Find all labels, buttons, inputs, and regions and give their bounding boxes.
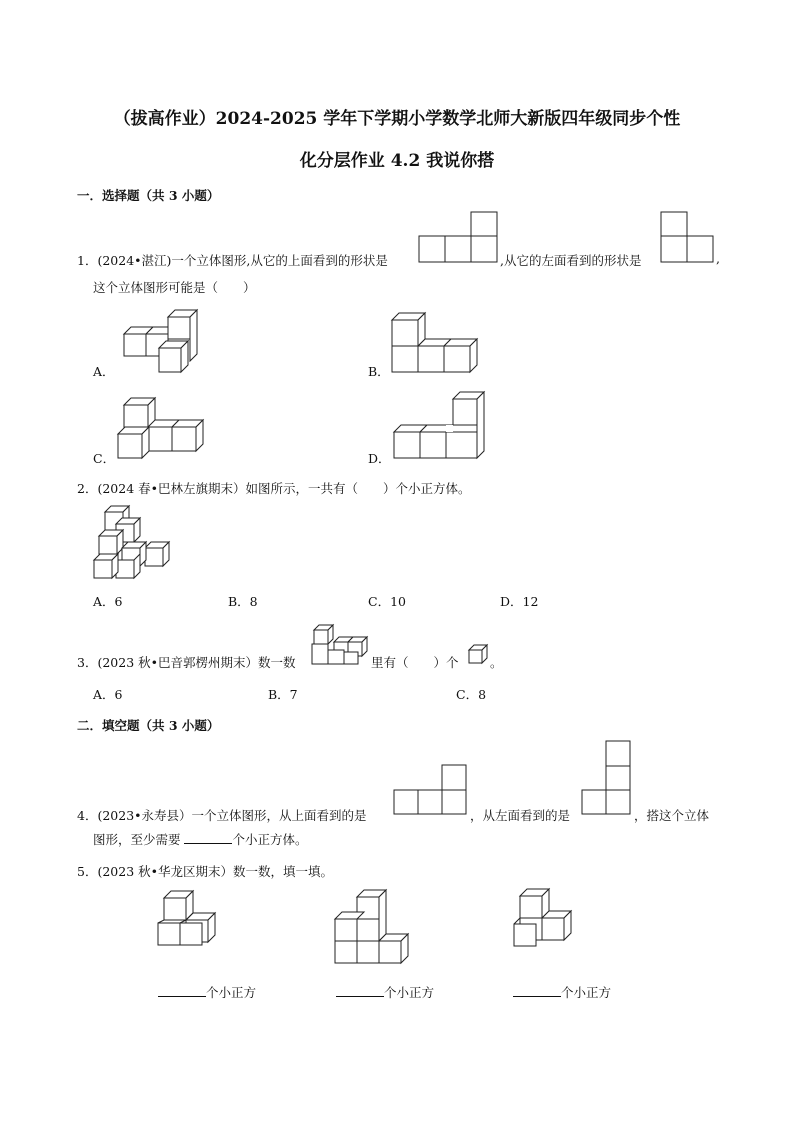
q1-text-line2: 这个立体图形可能是（ ）	[93, 280, 256, 295]
q1-option-d-figure	[392, 390, 492, 460]
q1-option-d[interactable]: D．	[368, 451, 391, 466]
q1-option-b-figure	[390, 311, 490, 375]
q2-figure	[92, 501, 174, 581]
q1-top-view-figure	[418, 211, 498, 263]
q1-option-a[interactable]: A．	[93, 364, 115, 379]
q5-answer-2	[336, 983, 434, 1001]
q4-left-view-figure	[581, 740, 633, 816]
q3-text-suffix: 。	[490, 655, 503, 670]
q1-text-middle: ,从它的左面看到的形状是	[500, 253, 642, 268]
q3-figure	[310, 622, 370, 666]
q5-answer-label-2: 个小正方	[384, 985, 435, 1000]
q2-option-a[interactable]: A．6	[93, 594, 123, 609]
page-title-line1: （拔高作业）2024-2025 学年下学期小学数学北师大新版四年级同步个性	[113, 109, 681, 129]
q5-figure-1	[156, 888, 220, 950]
section-heading-fill: 二．填空题（共 3 小题）	[77, 718, 220, 733]
q3-text-middle: 里有（ ）个	[371, 655, 459, 670]
q3-text-prefix: 3．(2023 秋•巴音郭楞州期末）数一数	[77, 655, 296, 670]
q5-answer-label-1: 个小正方	[206, 985, 257, 1000]
q4-text-prefix: 4．(2023•永寿县）一个立体图形，从上面看到的是	[77, 808, 367, 823]
q5-figure-3	[511, 886, 575, 950]
q1-option-a-figure	[117, 308, 199, 374]
q4-line2	[93, 830, 308, 848]
q1-text-suffix: ,	[716, 251, 720, 266]
q5-answer-blank-1[interactable]	[158, 984, 206, 997]
q4-line2-prefix: 图形，至少需要	[93, 832, 185, 847]
q1-text-prefix: 1．(2024•湛江)一个立体图形,从它的上面看到的形状是	[77, 253, 388, 268]
q3-option-b[interactable]: B．7	[268, 687, 298, 702]
q2-option-c[interactable]: C．10	[368, 594, 406, 609]
q4-text-suffix: ，搭这个立体	[634, 808, 710, 823]
q2-option-b[interactable]: B．8	[228, 594, 258, 609]
q3-option-a[interactable]: A．6	[93, 687, 123, 702]
q5-text: 5．(2023 秋•华龙区期末）数一数，填一填。	[77, 864, 333, 879]
q1-option-b[interactable]: B．	[368, 364, 390, 379]
q1-option-c-figure	[116, 396, 206, 460]
q3-option-c[interactable]: C．8	[456, 687, 487, 702]
q5-answer-blank-3[interactable]	[513, 984, 561, 997]
q4-top-view-figure	[393, 764, 469, 816]
q4-text-middle: ，从左面看到的是	[470, 808, 571, 823]
q1-option-c[interactable]: C．	[93, 451, 116, 466]
q4-answer-blank[interactable]	[184, 831, 232, 844]
q5-answer-3	[513, 983, 611, 1001]
q5-answer-label-3: 个小正方	[561, 985, 612, 1000]
q5-figure-2	[333, 887, 413, 967]
page-title-line2: 化分层作业 4.2 我说你搭	[299, 151, 495, 171]
q5-answer-blank-2[interactable]	[336, 984, 384, 997]
section-heading-choice: 一．选择题（共 3 小题）	[77, 188, 220, 203]
q4-line2-suffix: 个小正方体。	[232, 832, 308, 847]
q3-unit-cube-icon	[468, 644, 488, 664]
q2-option-d[interactable]: D．12	[500, 594, 539, 609]
q5-answer-1	[158, 983, 256, 1001]
q1-left-view-figure	[660, 211, 714, 263]
q2-text: 2．(2024 春•巴林左旗期末）如图所示，一共有（ ）个小正方体。	[77, 481, 471, 496]
